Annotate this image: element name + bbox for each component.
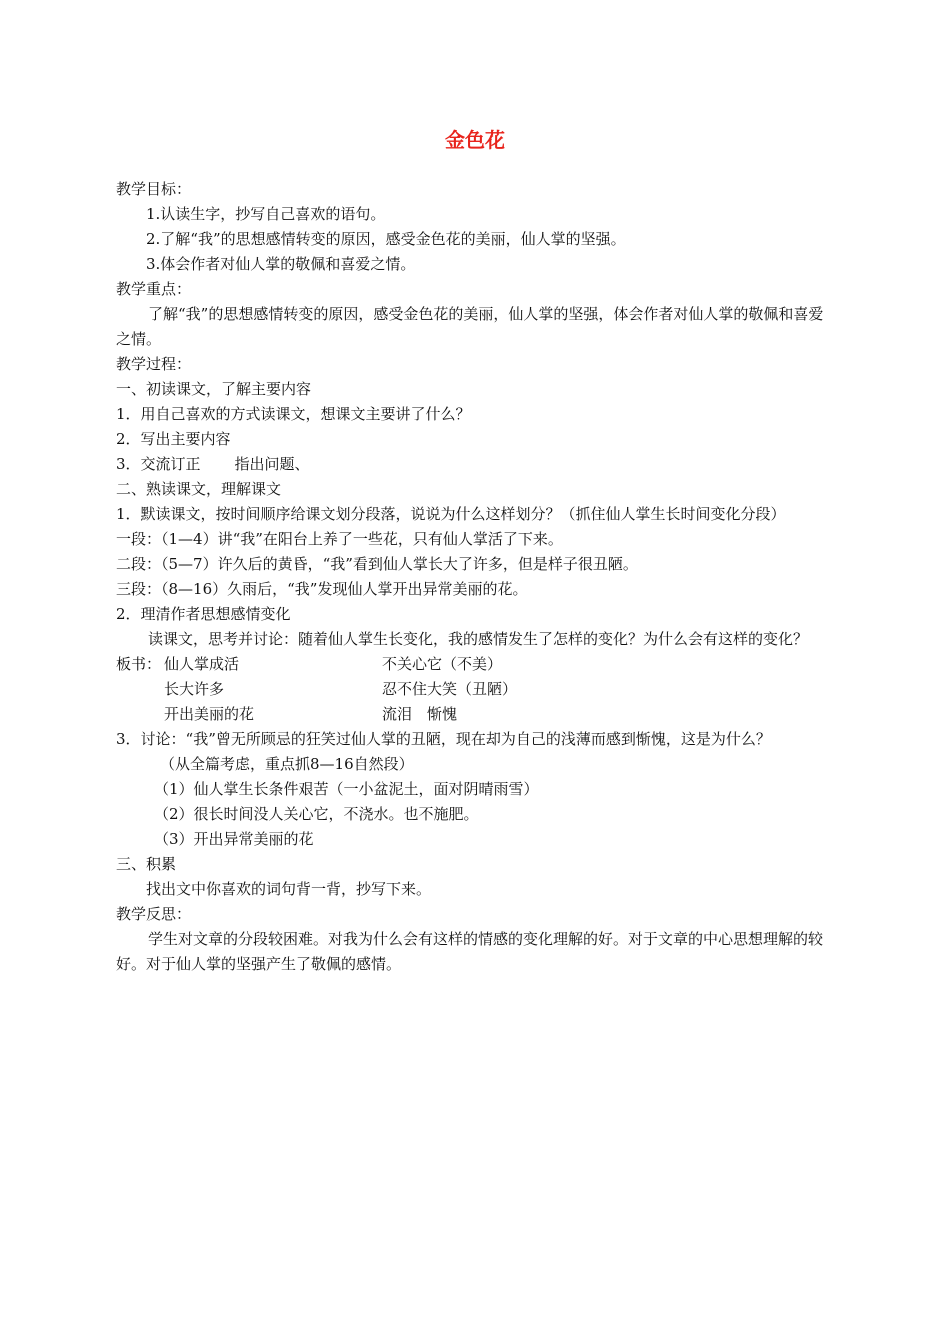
part2-item2: 2．理清作者思想感情变化 xyxy=(116,605,291,623)
process-heading: 教学过程： xyxy=(116,355,192,373)
key-points-heading: 教学重点： xyxy=(116,280,192,298)
reason-item: （3）开出异常美丽的花 xyxy=(154,830,314,848)
reason-item: （2）很长时间没人关心它，不浇水。也不施肥。 xyxy=(154,805,479,823)
goal-item: 1.认读生字，抄写自己喜欢的语句。 xyxy=(146,205,386,223)
board-row xyxy=(116,702,838,727)
board-row xyxy=(116,652,838,677)
reflection-text xyxy=(116,927,838,977)
part2-item2-text xyxy=(116,627,838,652)
reflection-body: 学生对文章的分段较困难。对我为什么会有这样的情感的变化理解的好。对于文章的中心思想理解的较好。对于仙人掌的坚强产生了敬佩的感情。 xyxy=(116,930,824,973)
part2-item3: 3．讨论：“我”曾无所顾忌的狂笑过仙人掌的丑陋，现在却为自己的浅薄而感到惭愧，这是为什么？ xyxy=(116,730,771,748)
part2-item1: 1．默读课文，按时间顺序给课文划分段落，说说为什么这样划分？（抓住仙人掌生长时间变化分段） xyxy=(116,505,786,523)
segment-line: 三段：（8—16）久雨后，“我”发现仙人掌开出异常美丽的花。 xyxy=(116,580,528,598)
part1-item: 2．写出主要内容 xyxy=(116,430,231,448)
goal-item: 2.了解“我”的思想感情转变的原因，感受金色花的美丽，仙人掌的坚强。 xyxy=(146,230,626,248)
reflection-heading: 教学反思： xyxy=(116,905,192,923)
key-points-body: 了解“我”的思想感情转变的原因，感受金色花的美丽，仙人掌的坚强，体会作者对仙人掌的敬佩和喜爱之情。 xyxy=(116,305,824,348)
goals-heading: 教学目标： xyxy=(116,180,192,198)
part1-item3-b: 指出问题、 xyxy=(234,455,310,473)
part1-item3-a: 3．交流订正 xyxy=(116,455,201,473)
part3-heading: 三、积累 xyxy=(116,855,177,873)
board-right: 不关心它（不美） xyxy=(382,655,503,673)
reason-item: （1）仙人掌生长条件艰苦（一小盆泥土，面对阴晴雨雪） xyxy=(154,780,539,798)
segment-line: 二段：（5—7）许久后的黄昏，“我”看到仙人掌长大了许多，但是样子很丑陋。 xyxy=(116,555,638,573)
board-left: 仙人掌成活 xyxy=(164,655,240,673)
document-title: 金色花 xyxy=(445,128,505,152)
part3-text: 找出文中你喜欢的词句背一背，抄写下来。 xyxy=(146,880,432,898)
board-row xyxy=(116,677,838,702)
part2-item2-body: 读课文，思考并讨论：随着仙人掌生长变化，我的感情发生了怎样的变化？为什么会有这样的变化？ xyxy=(148,630,809,648)
part1-item3 xyxy=(116,452,838,477)
board-left: 开出美丽的花 xyxy=(164,705,255,723)
segment-line: 一段：（1—4）讲“我”在阳台上养了一些花，只有仙人掌活了下来。 xyxy=(116,530,563,548)
board-right: 忍不住大笑（丑陋） xyxy=(382,680,518,698)
part1-item: 1．用自己喜欢的方式读课文，想课文主要讲了什么？ xyxy=(116,405,471,423)
document-body xyxy=(116,177,838,977)
part1-heading: 一、初读课文，了解主要内容 xyxy=(116,380,312,398)
board-left: 长大许多 xyxy=(164,680,225,698)
goal-item: 3.体会作者对仙人掌的敬佩和喜爱之情。 xyxy=(146,255,416,273)
board-right: 流泪 惭愧 xyxy=(382,705,458,723)
part2-item3-note: （从全篇考虑，重点抓8—16自然段） xyxy=(160,755,414,773)
board-label: 板书： xyxy=(116,655,162,673)
key-points-text xyxy=(116,302,838,352)
part2-heading: 二、熟读课文，理解课文 xyxy=(116,480,282,498)
